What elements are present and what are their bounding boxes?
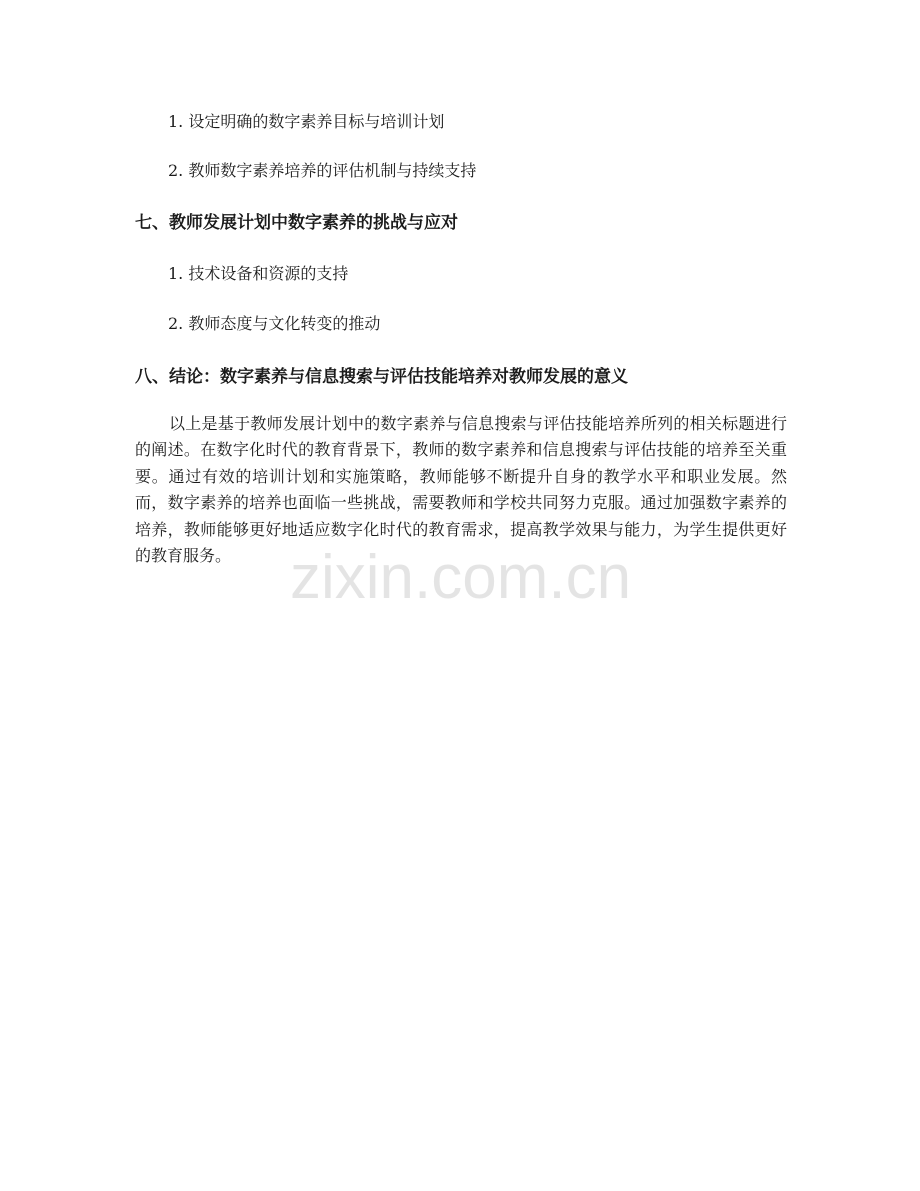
list-item-attitude-culture: 2. 教师态度与文化转变的推动 <box>168 314 381 333</box>
list-item-tech-resources: 1. 技术设备和资源的支持 <box>168 264 349 283</box>
conclusion-paragraph: 以上是基于教师发展计划中的数字素养与信息搜索与评估技能培养所列的相关标题进行的阐述。在数字化时代的教育背景下，教师的数字素养和信息搜索与评估技能的培养至关重要。通过有效的培训计划和实施策略，教师能够不断提升自身的教学水平和职业发展。然而，数字素养的培养也面临一些挑战，需要教师和学校共同努力克服。通过加强数字素养的培养，教师能够更好地适应数字化时代的教育需求，提高教学效果与能力，为学生提供更好的教育服务。 <box>135 414 787 566</box>
section-heading-challenges: 七、教师发展计划中数字素养的挑战与应对 <box>135 213 458 233</box>
list-item-evaluation-support: 2. 教师数字素养培养的评估机制与持续支持 <box>168 161 477 180</box>
watermark-logo <box>290 538 710 628</box>
list-item-goal-plan: 1. 设定明确的数字素养目标与培训计划 <box>168 112 445 131</box>
svg-text:zixin.com.cn: zixin.com.cn <box>290 543 632 612</box>
section-heading-conclusion: 八、结论：数字素养与信息搜索与评估技能培养对教师发展的意义 <box>135 367 628 387</box>
